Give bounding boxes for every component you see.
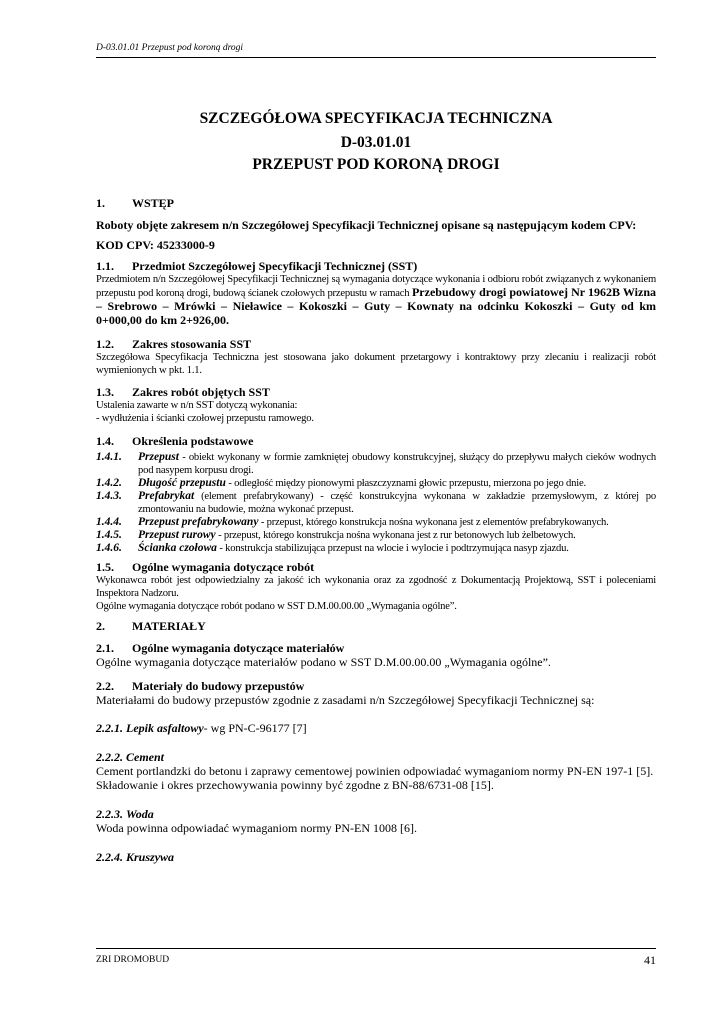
section-2-2-2-text-2: Składowanie i okres przechowywania powinny być zgodne z BN-88/6731-08 [15]. [96,778,494,792]
title-line-3: PRZEPUST POD KORONĄ DROGI [252,156,500,173]
definition-term: Prefabrykat [138,490,195,502]
section-1-3-line-1: Ustalenia zawarte w n/n SST dotyczą wykonania: [96,400,298,411]
definition-item [96,529,656,542]
section-2-2-4-heading: 2.2.4. Kruszywa [96,850,175,864]
section-2-2-heading: 2.2. Materiały do budowy przepustów [96,679,305,693]
definition-text [138,477,586,490]
section-2-2-3-heading: 2.2.3. Woda [96,807,154,821]
header-rule [96,57,656,58]
definition-description: - przepust, którego konstrukcja nośna wykonana jest z elementów prefabrykowanych. [258,517,609,528]
cpv-intro: Roboty objęte zakresem n/n Szczegółowej Specyfikacji Technicznej opisane są następującym kodem CPV: [96,218,637,232]
section-1-1-heading: 1.1. Przedmiot Szczegółowej Specyfikacji Technicznej (SST) [96,259,418,273]
footer-organization: ZRI DROMOBUD [96,955,170,965]
definition-text [138,542,569,555]
definition-text [138,529,576,542]
section-1-2-text: Szczegółowa Specyfikacja Techniczna jest stosowana jako dokument przetargowy i kontraktowy przy zlecaniu i realizacji robót wymienionych w pkt. 1.1. [96,352,656,376]
title-line-2: D-03.01.01 [340,134,412,151]
section-1-5-text-1: Wykonawca robót jest odpowiedzialny za jakość ich wykonania oraz za zgodność z Dokumentacją Projektową, SST i poleceniami Inspektora Nadzoru. [96,575,656,599]
section-1-3-heading: 1.3. Zakres robót objętych SST [96,385,270,399]
definition-text [138,490,656,516]
document-body [96,108,656,864]
section-1-heading: 1. WSTĘP [96,196,175,210]
section-2-1-text: Ogólne wymagania dotyczące materiałów podano w SST D.M.00.00.00 „Wymagania ogólne”. [96,655,551,669]
definition-item [96,542,656,555]
section-1-2-heading: 1.2. Zakres stosowania SST [96,337,252,351]
section-1-1-text: Przedmiotem n/n Szczegółowej Specyfikacji Technicznej są wymagania dotyczące wykonania i odbioru robót związanych z wykonaniem przepustu pod koroną drogi, budową ścianek czołowych przepustu w ramach Przebudowy drogi powiatowej Nr 1962B Wizna – Srebrowo – Mrówki – Nieławice – Kokoszki – Guty – Kownaty na odcinku Kokoszki – Guty od km 0+000,00 do km 2+926,00. [96,274,657,327]
section-2-2-text: Materiałami do budowy przepustów zgodnie z zasadami n/n Szczegółowej Specyfikacji Technicznej są: [96,693,595,707]
page-number: 41 [644,953,656,967]
definition-item [96,451,656,477]
definition-term: Przepust prefabrykowany [138,516,259,528]
definition-term: Ścianka czołowa [138,542,217,554]
section-2-2-3-text: Woda powinna odpowiadać wymaganiom normy PN-EN 1008 [6]. [96,821,417,835]
definition-description: - przepust, którego konstrukcja nośna wykonana jest z rur betonowych lub żelbetowych. [215,530,576,541]
definition-item [96,477,656,490]
section-1-5-text-2: Ogólne wymagania dotyczące robót podano w SST D.M.00.00.00 „Wymagania ogólne”. [96,601,457,612]
definition-term: Długość przepustu [138,477,226,489]
definition-text [138,516,609,529]
running-header: D-03.01.01 Przepust pod koroną drogi [96,43,244,53]
definition-item [96,490,656,516]
definition-number: 1.4.5. [96,529,122,541]
definition-number: 1.4.2. [96,477,122,489]
definition-number: 1.4.3. [96,490,122,502]
definition-text [138,451,656,477]
title-line-1: SZCZEGÓŁOWA SPECYFIKACJA TECHNICZNA [199,110,553,127]
definition-number: 1.4.1. [96,451,122,463]
section-2-2-1-heading: 2.2.1. Lepik asfaltowy - wg PN-C-96177 [7] [96,721,307,735]
definitions-list [96,451,656,555]
definition-description: - konstrukcja stabilizująca przepust na wlocie i wylocie i podtrzymująca nasyp zjazdu. [216,543,569,554]
definition-number: 1.4.6. [96,542,122,554]
document-title [96,108,656,176]
footer-rule [96,948,656,949]
section-2-2-2-text-1: Cement portlandzki do betonu i zaprawy cementowej powinien odpowiadać wymaganiom normy PN-EN 197-1 [5]. [96,764,654,778]
section-2-heading: 2. MATERIAŁY [96,619,206,633]
definition-item [96,516,656,529]
cpv-code: KOD CPV: 45233000-9 [96,238,215,252]
definition-description: - odległość między pionowymi płaszczyznami głowic przepustu, mierzona po jego dnie. [225,478,586,489]
definition-term: Przepust rurowy [138,529,216,541]
definition-number: 1.4.4. [96,516,122,528]
section-1-3-line-2: - wydłużenia i ścianki czołowej przepustu ramowego. [96,413,314,424]
definition-term: Przepust [138,451,179,463]
definition-description: - obiekt wykonany w formie zamkniętej obudowy konstrukcyjnej, służący do przepływu małych cieków wodnych pod nasypem korpusu drogi. [138,452,656,476]
definition-description: (element prefabrykowany) - część konstrukcyjna wykonana w zakładzie przemysłowym, z której po zmontowaniu na budowie, można wykonać przepust. [138,491,656,515]
section-2-2-2-heading: 2.2.2. Cement [96,750,164,764]
section-1-4-heading: 1.4. Określenia podstawowe [96,434,254,448]
section-1-5-heading: 1.5. Ogólne wymagania dotyczące robót [96,560,315,574]
section-2-1-heading: 2.1. Ogólne wymagania dotyczące materiałów [96,641,345,655]
